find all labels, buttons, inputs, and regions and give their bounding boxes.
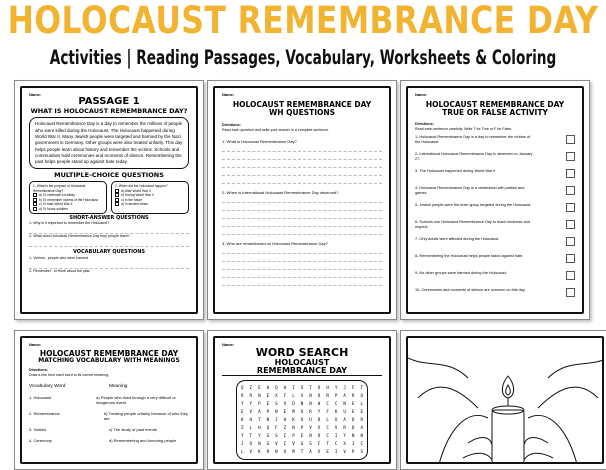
mc-option-label: b) During World War II xyxy=(121,193,154,198)
mc-option-label: d) To honor soldiers xyxy=(39,206,68,211)
grid-letter: C xyxy=(326,433,329,439)
answer-box xyxy=(566,254,575,263)
grid-letter: R xyxy=(343,425,346,431)
tf-subtitle: TRUE OR FALSE ACTIVITY xyxy=(442,107,548,117)
grid-letter: H xyxy=(283,417,287,423)
grid-letter: K xyxy=(292,417,295,423)
answer-line xyxy=(222,219,382,227)
banner-title: HOLOCAUST REMEMBRANCE DAY xyxy=(7,0,599,42)
passage-worksheet-preview xyxy=(14,80,204,320)
grid-letter: Y xyxy=(249,401,253,407)
grid-letter: O xyxy=(300,417,304,423)
vocab-meaning: a) People who lived through a very difficult or dangerous event xyxy=(96,395,176,406)
grid-letter: Z xyxy=(249,385,253,391)
grid-letter: L xyxy=(249,425,253,431)
grid-letter: H xyxy=(317,401,321,407)
answer-box xyxy=(566,220,575,229)
mc-title: MULTIPLE-CHOICE QUESTIONS xyxy=(54,171,164,180)
directions: Draw a line from each word to its correct meaning. xyxy=(29,373,110,378)
grid-letter: I xyxy=(283,441,287,447)
answer-line xyxy=(222,176,382,184)
grid-letter: R xyxy=(326,393,329,399)
vocab-item: 2- Remember - to think about the past xyxy=(29,268,90,273)
wh-question: 2- When is International Holocaust Remembrance Day observed? xyxy=(222,189,339,195)
wh-question: 3- Who are remembered on Holocaust Remembrance Day? xyxy=(222,240,328,246)
grid-letter: T xyxy=(326,441,329,447)
grid-letter: C xyxy=(326,401,329,407)
grid-letter: Z xyxy=(241,425,244,431)
answer-line xyxy=(222,211,382,219)
grid-letter: L xyxy=(326,417,329,423)
grid-letter: E xyxy=(300,433,304,439)
grid-row xyxy=(241,448,363,456)
name-label: Name: xyxy=(29,342,42,347)
directions: Read each question and write your answer in a complete sentence. xyxy=(222,127,330,132)
passage-title: PASSAGE 1 xyxy=(78,96,140,107)
answer-box xyxy=(566,152,575,161)
grid-letter: V xyxy=(343,449,346,455)
matching-row xyxy=(29,395,189,405)
answer-box xyxy=(566,271,575,280)
grid-row xyxy=(241,384,363,392)
grid-letter: A xyxy=(343,393,346,399)
directions-label: Directions: xyxy=(222,122,241,127)
grid-letter: P xyxy=(351,449,355,455)
tf-statement: 3- The Holocaust happened during World War II. xyxy=(415,168,497,173)
directions: Read each sentence carefully. Write T for True or F for False. xyxy=(415,126,513,131)
grid-letter: T xyxy=(249,433,253,439)
grid-letter: R xyxy=(249,393,253,399)
mc-question: 1- What is the purpose of Holocaust Remembrance Day? xyxy=(33,184,86,193)
tf-item xyxy=(415,220,575,234)
grid-letter: F xyxy=(326,409,329,415)
tf-statement: 1- Holocaust Remembrance Day is a day to remember the victims of the Holocaust. xyxy=(415,134,531,144)
grid-letter: N xyxy=(360,433,363,439)
grid-letter: E xyxy=(266,393,270,399)
grid-letter: A xyxy=(343,417,346,423)
grid-letter: E xyxy=(351,409,355,415)
vocab-word: 2. Remembrance xyxy=(29,411,60,417)
answer-line xyxy=(222,227,382,235)
matching-preview xyxy=(14,330,204,470)
grid-letter: R xyxy=(351,393,355,399)
tf-title: HOLOCAUST REMEMBRANCE DAY xyxy=(425,100,565,109)
grid-letter: K xyxy=(258,449,261,455)
answer-line xyxy=(222,144,382,152)
grid-letter: Y xyxy=(258,433,261,439)
grid-letter: V xyxy=(249,449,253,455)
grid-letter: C xyxy=(334,401,338,407)
grid-letter: K xyxy=(241,417,244,423)
grid-letter: U xyxy=(343,409,346,415)
grid-letter: F xyxy=(283,393,287,399)
mc-option xyxy=(115,202,185,207)
grid-letter: G xyxy=(266,441,270,447)
grid-letter: X xyxy=(317,425,321,431)
grid-letter: F xyxy=(351,385,355,391)
vocab-title: VOCABULARY QUESTIONS xyxy=(72,249,146,256)
grid-letter: N xyxy=(292,425,295,431)
grid-letter: P xyxy=(258,401,261,407)
grid-letter: N xyxy=(266,417,270,423)
tf-item xyxy=(415,288,575,302)
answer-box xyxy=(566,186,575,195)
grid-letter: E xyxy=(241,409,244,415)
wh-subtitle: WH QUESTIONS xyxy=(268,107,336,117)
grid-letter: L xyxy=(292,393,295,399)
grid-letter: R xyxy=(360,417,363,423)
mc-option-label: d) In ancient times xyxy=(121,202,148,207)
tf-item xyxy=(415,152,575,166)
mc-option xyxy=(33,207,103,212)
grid-letter: O xyxy=(317,393,321,399)
mc-option-label: c) To start World War II xyxy=(39,202,73,207)
grid-letter: V xyxy=(292,441,295,447)
grid-letter: N xyxy=(258,393,261,399)
grid-row xyxy=(241,432,363,440)
grid-letter: H xyxy=(258,425,261,431)
checkbox-icon xyxy=(33,202,37,206)
tf-item xyxy=(415,169,575,183)
grid-letter: D xyxy=(292,401,295,407)
word-search-grid xyxy=(236,380,368,460)
grid-letter: E xyxy=(351,401,355,407)
name-label: Name: xyxy=(222,342,235,347)
grid-letter: P xyxy=(300,425,304,431)
vocab-word: 1. Holocaust xyxy=(29,395,52,401)
grid-letter: Y xyxy=(343,433,346,439)
grid-letter: E xyxy=(326,449,329,455)
answer-line xyxy=(222,270,382,278)
grid-letter: E xyxy=(360,409,363,415)
wh-question: 1- What is Holocaust Remembrance Day? xyxy=(222,138,297,144)
grid-row xyxy=(241,408,363,416)
grid-letter: O xyxy=(300,409,304,415)
grid-letter: C xyxy=(334,441,338,447)
answer-box xyxy=(566,135,575,144)
grid-letter: G xyxy=(266,433,270,439)
grid-letter: I xyxy=(283,433,287,439)
tf-statement: 2- International Holocaust Remembrance Day is observed on January 27. xyxy=(415,151,533,161)
col-header: Meaning xyxy=(109,384,128,390)
answer-line xyxy=(222,262,382,270)
grid-letter: R xyxy=(241,393,244,399)
grid-letter: M xyxy=(292,409,295,415)
grid-letter: L xyxy=(241,449,244,455)
col-header: Vocabulary Word xyxy=(29,384,66,390)
vocab-meaning: c) The study of past events xyxy=(109,427,157,433)
grid-row xyxy=(241,424,363,432)
answer-box xyxy=(566,237,575,246)
tf-statement: 5- Jewish people were the main group targeted during the Holocaust. xyxy=(415,202,532,207)
tf-statement: 7- Only adults were affected during the Holocaust. xyxy=(415,236,500,241)
grid-letter: X xyxy=(343,441,346,447)
grid-letter: E xyxy=(266,401,270,407)
grid-letter: N xyxy=(258,441,261,447)
grid-letter: F xyxy=(317,441,321,447)
grid-letter: S xyxy=(300,385,304,391)
grid-letter: V xyxy=(249,409,253,415)
grid-letter: X xyxy=(300,393,304,399)
grid-letter: D xyxy=(317,417,321,423)
grid-letter: Y xyxy=(241,401,244,407)
grid-letter: X xyxy=(317,449,321,455)
matching-row xyxy=(29,427,189,432)
grid-letter: E xyxy=(283,409,287,415)
vocab-meaning: b) Treating people unfairly because of who they are xyxy=(103,411,188,422)
grid-letter: A xyxy=(309,449,312,455)
directions-label: Directions: xyxy=(415,121,434,126)
grid-letter: S xyxy=(275,433,278,439)
tf-item xyxy=(415,237,575,251)
sa-question: 2- What does Holocaust Remembrance Day help people learn? xyxy=(29,234,130,239)
mc-question-box xyxy=(111,181,189,214)
tf-statement: 8- Remembering the Holocaust helps people stand against hate. xyxy=(415,253,524,258)
grid-letter: Y xyxy=(317,409,321,415)
answer-line xyxy=(222,152,382,160)
grid-letter: N xyxy=(309,401,312,407)
name-label: Name: xyxy=(29,92,42,97)
answer-box xyxy=(566,169,575,178)
grid-row xyxy=(241,440,363,448)
grid-letter: M xyxy=(292,449,295,455)
mc-option-label: b) To remember victims of the Holocaust xyxy=(39,197,98,202)
grid-letter: N xyxy=(343,401,346,407)
name-label: Name: xyxy=(222,92,235,97)
grid-letter: S xyxy=(275,401,278,407)
grid-letter: I xyxy=(292,385,295,391)
grid-letter: J xyxy=(241,441,244,447)
matching-row xyxy=(29,411,189,421)
grid-letter: P xyxy=(266,409,270,415)
answer-box xyxy=(566,203,575,212)
sa-question: 1- Why is it important to remember the Holocaust? xyxy=(29,221,110,226)
grid-letter: C xyxy=(326,425,329,431)
grid-letter: O xyxy=(283,449,287,455)
answer-line xyxy=(222,195,382,203)
grid-letter: S xyxy=(309,441,312,447)
grid-letter: A xyxy=(360,425,363,431)
grid-letter: Q xyxy=(266,425,270,431)
grid-letter: J xyxy=(343,385,346,391)
grid-letter: G xyxy=(300,441,304,447)
vocab-word: 4. Ceremony xyxy=(29,438,52,444)
grid-letter: U xyxy=(309,417,312,423)
grid-letter: T xyxy=(309,385,312,391)
matching-subtitle: MATCHING VOCABULARY WITH MEANINGS xyxy=(38,356,180,364)
checkbox-icon xyxy=(115,202,119,206)
grid-letter: H xyxy=(266,385,270,391)
grid-row xyxy=(241,392,363,400)
tf-item xyxy=(415,186,575,200)
grid-row xyxy=(241,400,363,408)
wh-questions-preview xyxy=(207,80,397,320)
mc-option-label: c) In the future xyxy=(121,197,143,202)
vocab-meaning: d) Remembering and honoring people xyxy=(109,438,177,444)
grid-letter: R xyxy=(309,409,312,415)
tf-statement: 10- Ceremonies and moments of silence are common on this day. xyxy=(415,287,526,292)
grid-letter: Y xyxy=(334,385,338,391)
checkbox-icon xyxy=(33,207,37,211)
sa-title: SHORT-ANSWER QUESTIONS xyxy=(69,215,149,222)
banner-subtitle: Activities | Reading Passages, Vocabulary, Worksheets & Coloring xyxy=(49,46,557,69)
grid-letter: I xyxy=(334,449,338,455)
grid-letter: V xyxy=(283,401,287,407)
grid-letter: N xyxy=(300,401,304,407)
answer-line xyxy=(222,278,382,286)
grid-letter: N xyxy=(351,433,355,439)
tf-item xyxy=(415,271,575,285)
mc-option-label: a) After World War II xyxy=(121,188,151,193)
tf-item xyxy=(415,254,575,268)
answer-line xyxy=(222,160,382,168)
grid-row xyxy=(241,416,363,424)
candle-illustration xyxy=(408,338,604,464)
tf-statement: 6- Schools use Holocaust Remembrance Day to teach kindness and respect. xyxy=(415,219,530,229)
grid-letter: V xyxy=(334,425,338,431)
grid-letter: O xyxy=(249,441,253,447)
grid-letter: E xyxy=(258,385,261,391)
coloring-page-preview xyxy=(400,330,606,470)
matching-title: HOLOCAUST REMEMBRANCE DAY xyxy=(39,349,179,358)
grid-letter: R xyxy=(266,449,270,455)
answer-line xyxy=(222,254,382,262)
name-label: Name: xyxy=(415,92,428,97)
matching-row xyxy=(29,438,189,443)
ws-subtitle: REMEMBRANCE DAY xyxy=(222,367,382,376)
grid-letter: J xyxy=(275,417,278,423)
grid-letter: D xyxy=(351,425,355,431)
grid-letter: V xyxy=(309,425,312,431)
mc-question-box xyxy=(29,181,107,214)
grid-letter: Q xyxy=(241,385,244,391)
answer-line xyxy=(222,168,382,176)
answer-box xyxy=(566,288,575,297)
ws-subtitle: HOLOCAUST xyxy=(274,357,330,367)
vocab-item: 1- Victims - people who were harmed xyxy=(29,255,89,260)
grid-letter: O xyxy=(317,433,321,439)
grid-letter: L xyxy=(360,401,363,407)
grid-letter: T xyxy=(300,449,304,455)
grid-letter: N xyxy=(275,409,278,415)
grid-letter: Q xyxy=(275,385,278,391)
grid-letter: H xyxy=(326,385,329,391)
ws-title: WORD SEARCH xyxy=(255,346,349,359)
wh-title: HOLOCAUST REMEMBRANCE DAY xyxy=(232,100,372,109)
grid-letter: C xyxy=(360,441,363,447)
grid-letter: J xyxy=(351,441,355,447)
grid-letter: T xyxy=(360,385,363,391)
grid-letter: H xyxy=(249,417,253,423)
grid-letter: T xyxy=(258,417,261,423)
grid-letter: Y xyxy=(241,433,244,439)
directions-label: Directions: xyxy=(29,368,48,373)
grid-letter: K xyxy=(334,409,338,415)
vocab-word: 3. Victims xyxy=(29,427,47,433)
checkbox-icon xyxy=(33,193,37,197)
tf-item xyxy=(415,135,575,149)
answer-line xyxy=(222,246,382,254)
mc-question: 2- When did the Holocaust happen? xyxy=(115,184,168,189)
grid-letter: P xyxy=(334,393,338,399)
word-search-preview xyxy=(207,330,397,470)
grid-letter: N xyxy=(309,433,312,439)
grid-letter: Z xyxy=(283,425,287,431)
tf-statement: 4- Holocaust Remembrance Day is a celebration with parties and games. xyxy=(415,185,525,195)
mc-option-label: a) To celebrate a holiday xyxy=(39,193,75,198)
passage-text: Holocaust Remembrance Day is a day to remember the millions of people who were killed during the Holocaust. The Holocaust happened during World War II. Many Jewish people were targeted and harmed by the Nazi government in Germany. Other groups were also treated unfairly. This day helps people learn about history and remember the victims. Schools and communities hold ceremonies and moments of silence. Remembering the past helps people stand up against hate today. xyxy=(29,117,189,169)
grid-letter: O xyxy=(360,393,363,399)
grid-letter: O xyxy=(334,417,338,423)
grid-letter: A xyxy=(258,409,261,415)
grid-letter: P xyxy=(292,433,295,439)
true-false-preview xyxy=(400,80,590,320)
grid-letter: D xyxy=(351,417,355,423)
tf-statement: 9- No other groups were harmed during the Holocaust. xyxy=(415,270,507,275)
checkbox-icon xyxy=(115,193,119,197)
grid-letter: F xyxy=(275,425,278,431)
passage-subtitle: WHAT IS HOLOCAUST REMEMBRANCE DAY? xyxy=(30,106,188,115)
grid-letter: H xyxy=(283,385,287,391)
grid-letter: V xyxy=(275,441,278,447)
grid-letter: N xyxy=(309,393,312,399)
tf-item xyxy=(415,203,575,217)
answer-line xyxy=(222,203,382,211)
grid-letter: O xyxy=(317,385,321,391)
grid-letter: S xyxy=(360,449,363,455)
grid-letter: N xyxy=(275,449,278,455)
grid-letter: X xyxy=(275,393,278,399)
grid-letter: I xyxy=(334,433,338,439)
